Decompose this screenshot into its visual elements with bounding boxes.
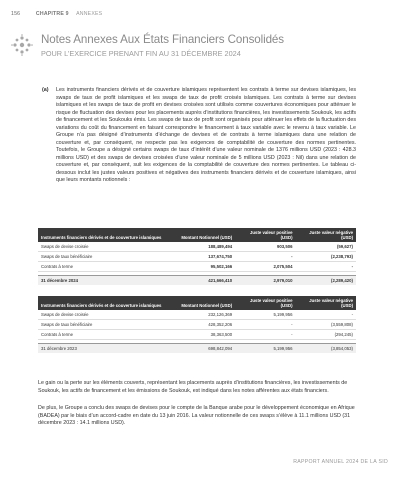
- cell-notional: 428,352,206: [172, 320, 236, 330]
- total-positive: 5,199,956: [235, 343, 295, 352]
- col-header-notional: Montant Notionnel (USD): [172, 228, 236, 242]
- total-positive: 2,979,010: [235, 275, 295, 284]
- col-header-notional: Montant Notionnel (USD): [172, 296, 236, 310]
- cell-negative: -: [296, 310, 356, 319]
- cell-positive: 903,506: [235, 242, 295, 251]
- row-label: Swaps de taux bénéficiaire: [38, 252, 172, 262]
- logo-icon: [11, 34, 33, 56]
- cell-negative: (294,245): [296, 329, 356, 339]
- paragraph-a: Les instruments financiers dérivés et de couverture islamiques représentent les contrats à terme sur devises islamiques, les swaps de taux de profit islamiques et les swaps de taux de profit croisés islamiques. Les contrats à terme sur devises islamiques et les swaps de taux de profit en devises croisées sont utilisés comme couvertures économiques pour atténuer le risque de fluctuation des devises pour les placements auprès d’institutions financières, les investissements Soukouk, les actifs de financement et les Soukouks émis. Les swaps de taux de profit sont organisés pour atténuer les effets de la fluctuation des variations du coût du financement en faisant correspondre le financement à taux variable avec le revenu à taux variable. Le Groupe n’a pas désigné d’instruments d’échange de devises et de contrats à terme islamiques dans une relation de couverture et, par conséquent, ne respecte pas les exigences de comptabilité de couverture des normes pertinentes. Toutefois, le Groupe a désigné certains swaps de taux d’intérêt d’une valeur nominale de 1376 millions USD (2023 : 428.3 millions USD) et des swaps de devises croisées d’une valeur nominale de 5 millions USD (2023 : Nil) dans une relation de couverture et, par conséquent, suit les exigences de la comptabilité de couverture des normes pertinentes. Le tableau ci-dessous inclut les justes valeurs positives et négatives des instruments financiers dérivés et de couverture islamiques, ainsi que leurs montants notionnels :: [56, 87, 356, 183]
- cell-negative: (3,559,808): [296, 320, 356, 330]
- row-label: Contrats à terme: [38, 329, 172, 339]
- running-header: [11, 11, 102, 17]
- total-notional: 698,842,094: [172, 343, 236, 352]
- table-row: [38, 320, 356, 330]
- cell-notional: 137,674,750: [172, 252, 236, 262]
- table-row: [38, 252, 356, 262]
- total-label: 31 décembre 2024: [38, 275, 172, 284]
- table-row: [38, 242, 356, 251]
- chapter-label: CHAPITRE 9: [35, 11, 69, 17]
- table-row: [38, 310, 356, 319]
- total-label: 31 décembre 2023: [38, 343, 172, 352]
- cell-notional: 232,126,369: [172, 310, 236, 319]
- total-negative: (2,289,420): [296, 275, 356, 284]
- total-notional: 421,666,410: [172, 275, 236, 284]
- row-label: Swaps de devise croisée: [38, 242, 172, 251]
- table-row: [38, 261, 356, 271]
- row-label: Contrats à terme: [38, 261, 172, 271]
- cell-notional: 38,363,500: [172, 329, 236, 339]
- total-row: [38, 275, 356, 284]
- col-header-negative: Juste valeur négative (USD): [296, 228, 356, 242]
- cell-notional: 188,489,494: [172, 242, 236, 251]
- table-2024: [38, 228, 356, 285]
- row-label: Swaps de taux bénéficiaire: [38, 320, 172, 330]
- col-header-negative: Juste valeur négative (USD): [296, 296, 356, 310]
- paragraph-marker: (a): [42, 87, 49, 93]
- section-label: ANNEXES: [76, 11, 103, 17]
- col-header-positive: Juste valeur positive (USD): [235, 228, 295, 242]
- cell-positive: -: [235, 329, 295, 339]
- cell-positive: -: [235, 252, 295, 262]
- cell-negative: (2,238,793): [296, 252, 356, 262]
- running-footer: RAPPORT ANNUEL 2024 DE LA SID: [293, 459, 388, 465]
- col-header-instrument: Instruments financiers dérivés et de couverture islamiques: [38, 228, 172, 242]
- cell-positive: 2,075,504: [235, 261, 295, 271]
- cell-notional: 95,502,166: [172, 261, 236, 271]
- cell-negative: -: [296, 261, 356, 271]
- total-row: [38, 343, 356, 352]
- col-header-positive: Juste valeur positive (USD): [235, 296, 295, 310]
- table-2023: [38, 296, 356, 353]
- paragraph-hedged-items: Le gain ou la perte sur les éléments couverts, représentant les placements auprès d’institutions financières, les investissements de Soukouk, les actifs de financement et les émissions de Soukouk, est indiqué dans les notes afférentes aux états financiers.: [38, 380, 348, 394]
- total-negative: (3,854,053): [296, 343, 356, 352]
- page-subtitle: POUR L’EXERCICE PRENANT FIN AU 31 DÉCEMBRE 2024: [41, 49, 241, 58]
- cell-positive: -: [235, 320, 295, 330]
- table-row: [38, 329, 356, 339]
- cell-positive: 5,199,956: [235, 310, 295, 319]
- row-label: Swaps de devise croisée: [38, 310, 172, 319]
- page-title: Notes Annexes Aux États Financiers Consolidés: [41, 33, 284, 46]
- col-header-instrument: Instruments financiers dérivés et de couverture islamiques: [38, 296, 172, 310]
- paragraph-badea-swaps: De plus, le Groupe a conclu des swaps de devises pour le compte de la Banque arabe pour le développement économique en Afrique (BADEA) par le biais d’un accord-cadre en date du 13 juin 2016. La valeur notionnelle de ces swaps s’élève à 11.1 millions USD (31 décembre 2023 : 14.1 millions USD).: [38, 405, 355, 426]
- cell-negative: (59,627): [296, 242, 356, 251]
- page-number: 156: [11, 11, 21, 17]
